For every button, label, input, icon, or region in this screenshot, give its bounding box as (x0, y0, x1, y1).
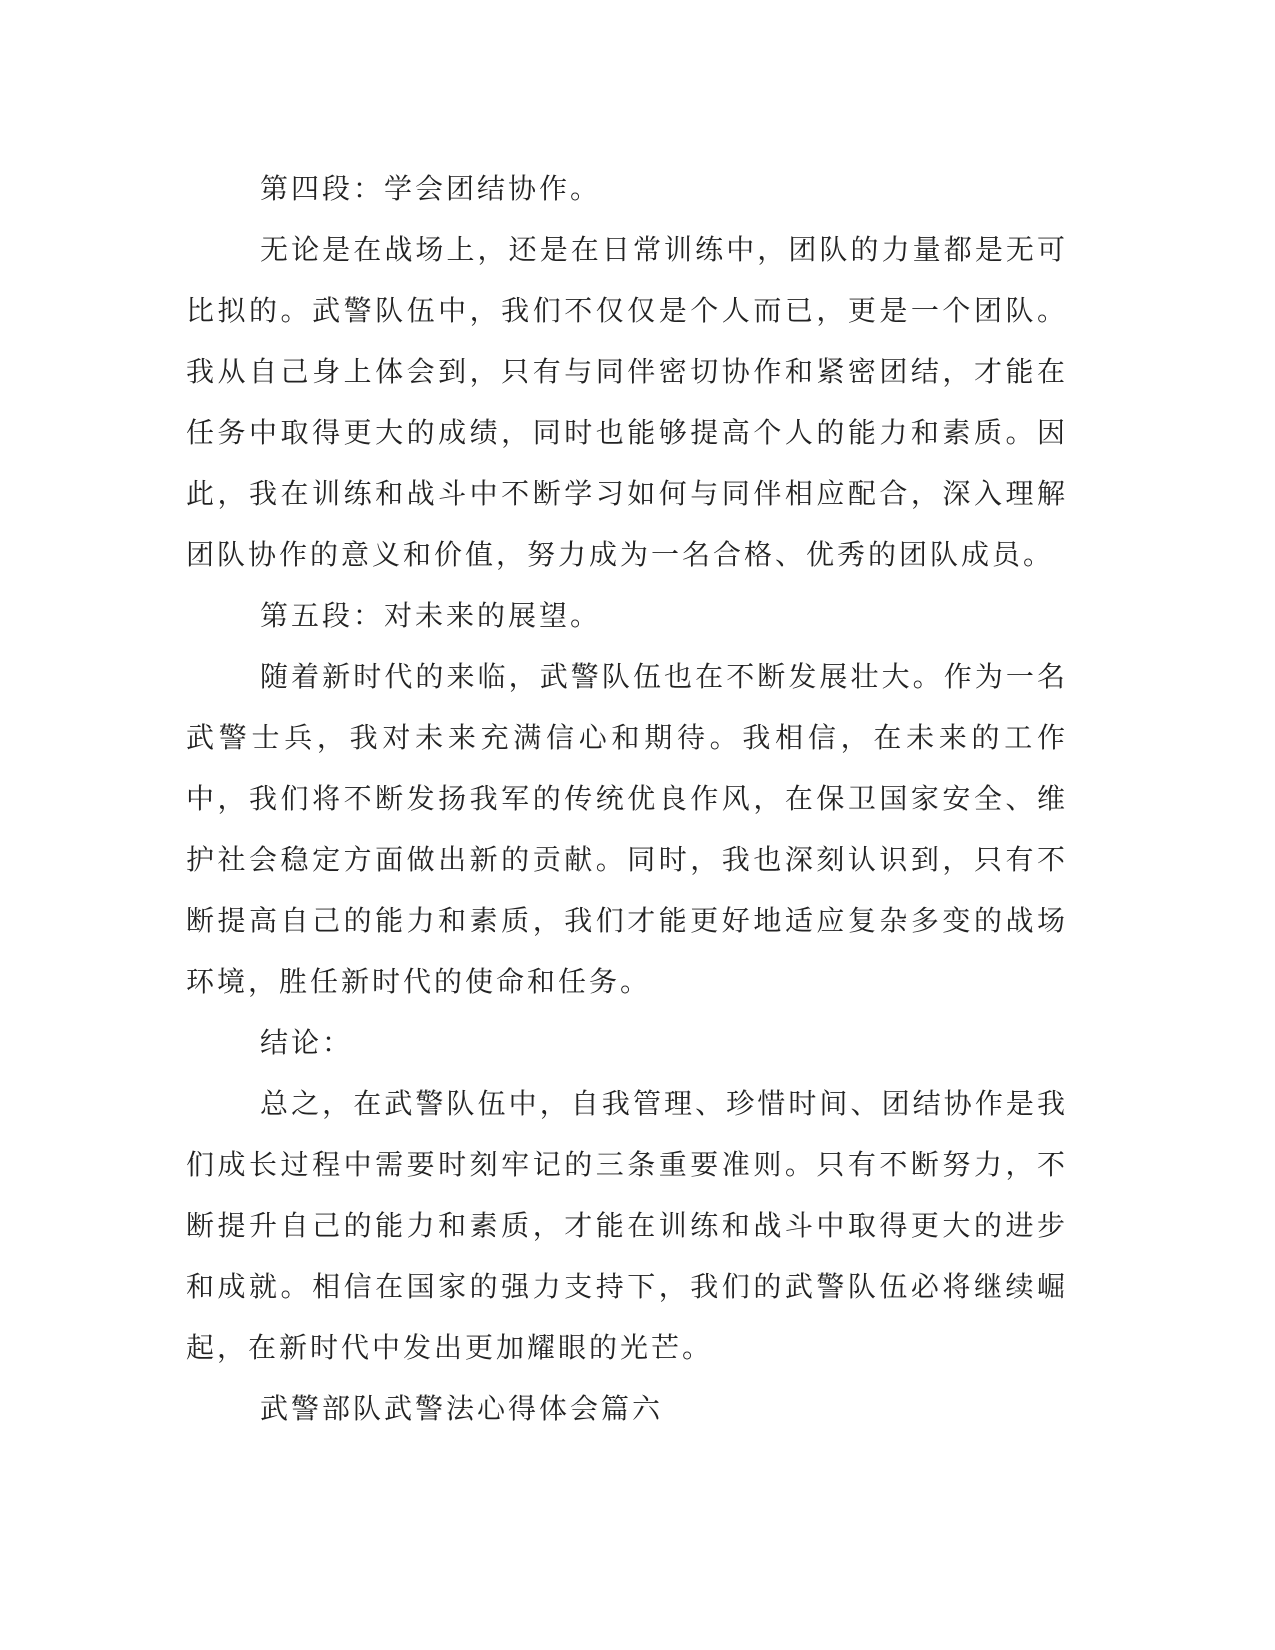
paragraph-teamwork: 无论是在战场上，还是在日常训练中，团队的力量都是无可比拟的。武警队伍中，我们不仅仅是个人而已，更是一个团队。我从自己身上体会到，只有与同伴密切协作和紧密团结，才能在任务中取得更大的成绩，同时也能够提高个人的能力和素质。因此，我在训练和战斗中不断学习如何与同伴相应配合，深入理解团队协作的意义和价值，努力成为一名合格、优秀的团队成员。 (186, 233, 1068, 571)
section-heading-4: 第四段：学会团结协作。 (260, 172, 602, 205)
paragraph-future: 随着新时代的来临，武警队伍也在不断发展壮大。作为一名武警士兵，我对未来充满信心和期待。我相信，在未来的工作中，我们将不断发扬我军的传统优良作风，在保卫国家安全、维护社会稳定方面做出新的贡献。同时，我也深刻认识到，只有不断提高自己的能力和素质，我们才能更好地适应复杂多变的战场环境，胜任新时代的使命和任务。 (186, 660, 1068, 998)
conclusion-heading: 结论： (260, 1026, 354, 1059)
document-body (186, 158, 1068, 1439)
article-title-part-6: 武警部队武警法心得体会篇六 (260, 1392, 664, 1425)
section-heading-5: 第五段：对未来的展望。 (260, 599, 602, 632)
paragraph-conclusion: 总之，在武警队伍中，自我管理、珍惜时间、团结协作是我们成长过程中需要时刻牢记的三条重要准则。只有不断努力，不断提升自己的能力和素质，才能在训练和战斗中取得更大的进步和成就。相信在国家的强力支持下，我们的武警队伍必将继续崛起，在新时代中发出更加耀眼的光芒。 (186, 1087, 1068, 1364)
